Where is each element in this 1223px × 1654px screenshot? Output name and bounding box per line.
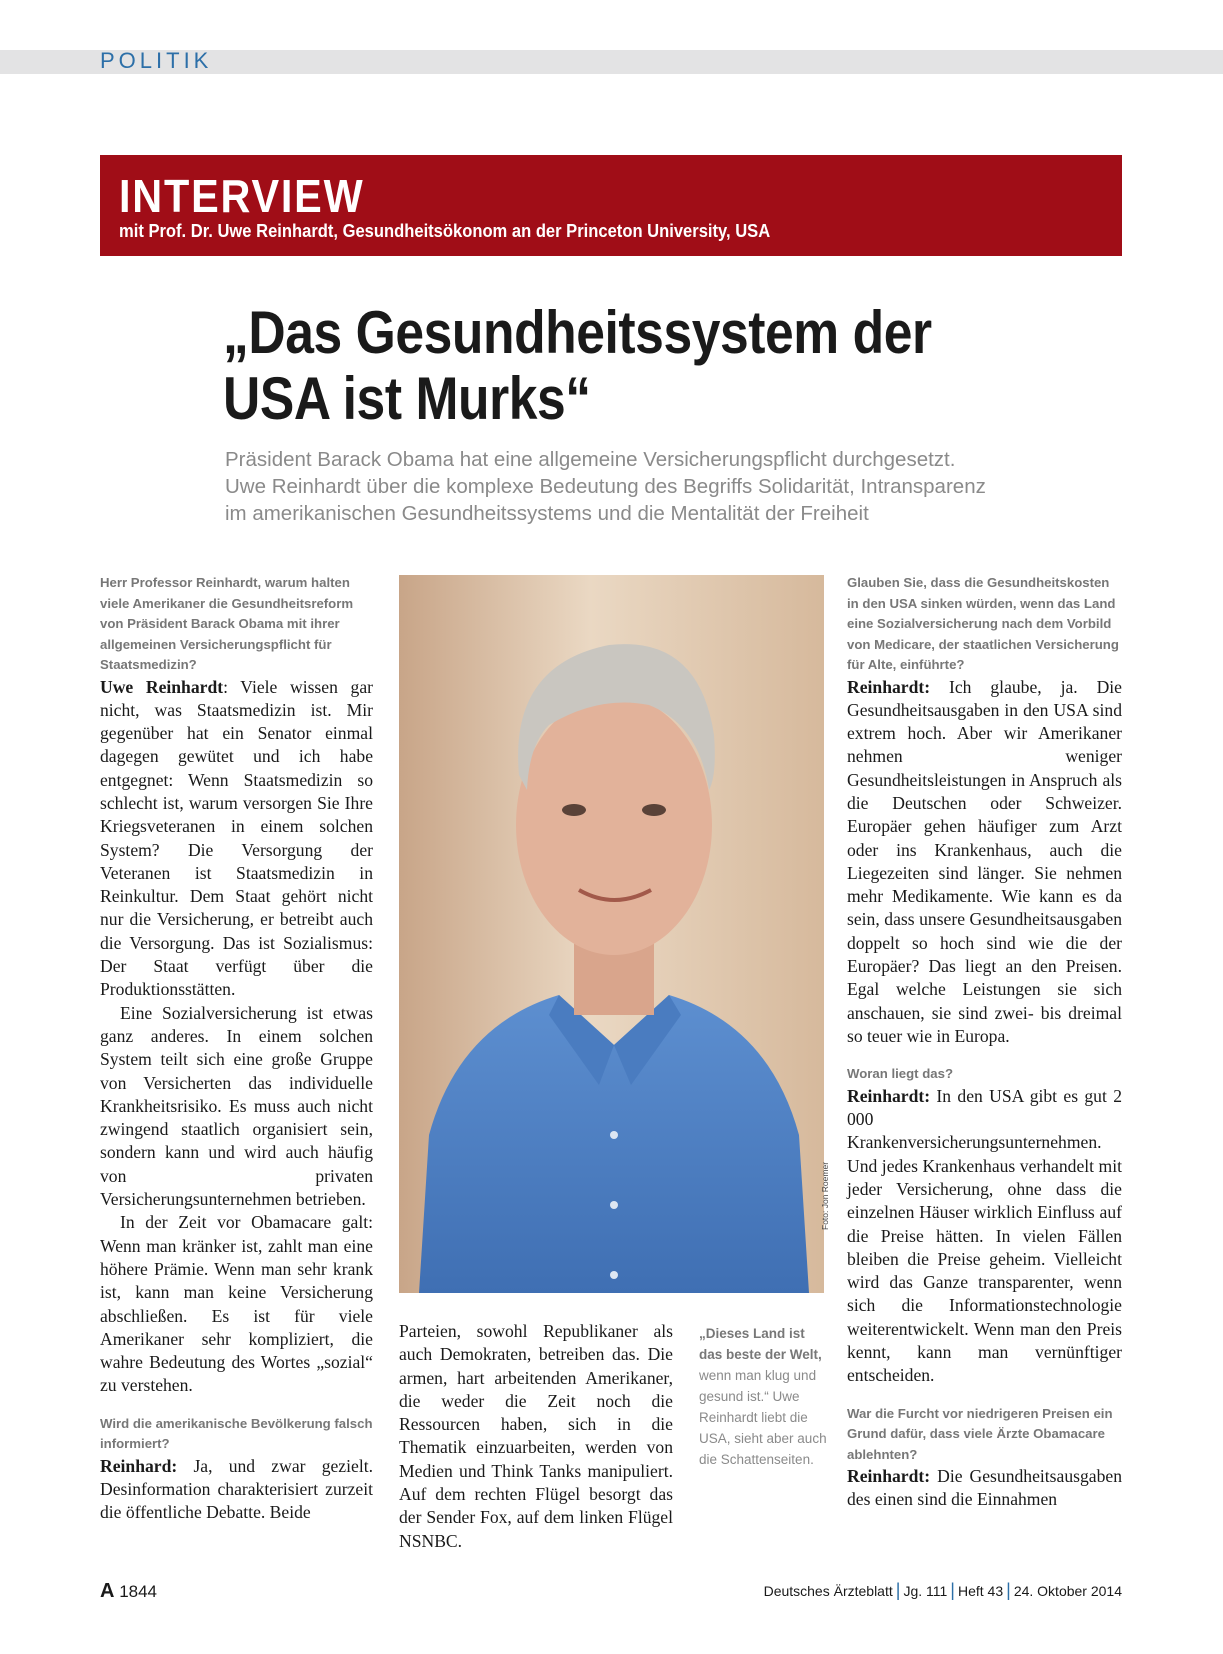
speaker-name: Reinhard: [100,1455,178,1476]
photo-caption [699,1323,829,1470]
issue: Heft 43 [957,1583,1004,1599]
article-headline [223,300,997,432]
speaker-name: Reinhardt: [847,1085,931,1106]
publication-info [764,1580,1122,1601]
interview-question: Glauben Sie, dass die Gesundheitskosten in den USA sinken würden, wenn das Land eine Sozialversicherung nach dem Vorbild von Medicare, der staatlichen Versicherung für Alte, einführte? [847,575,1119,672]
separator: | [950,1580,955,1600]
speaker-name: Uwe Reinhardt [100,676,224,697]
page-number [100,1580,157,1603]
interview-question: Herr Professor Reinhardt, warum halten viele Amerikaner die Gesundheitsreform von Präsident Barack Obama mit ihrer allgemeinen Versicherungspflicht für Staatsmedizin? [100,575,354,672]
interview-question: Woran liegt das? [847,1066,954,1082]
portrait-illustration [399,575,824,1293]
answer-text: Ja, und zwar gezielt. Desinformation charakterisiert zurzeit die öffentliche Debatte. Beide [100,1455,373,1523]
interview-question: War die Furcht vor niedrigeren Preisen ein Grund dafür, dass viele Ärzte Obamacare ablehnten? [847,1405,1113,1462]
answer-text: Ich glaube, ja. Die Gesundheitsausgaben in den USA sind extrem hoch. Aber wir Amerikaner nehmen weniger Gesundheitsleistungen in Anspruch als die Deutschen oder Schweizer. Europäer gehen häufiger zum Arzt oder ins Krankenhaus, auch die Liegezeiten sind länger. Sie nehmen mehr Medikamente. Wie kann es da sein, dass unsere Gesundheitsausgaben doppelt so hoch sind wie die der Europäer? Das liegt an den Preisen. Egal welche Leistungen sie sich anschauen, sie sind zwei- bis dreimal so teuer wie in Europa. [847,676,1122,1046]
photo-credit: Foto: Jon Roemer [820,1161,830,1230]
interview-answer [100,676,373,1002]
interview-banner [100,155,1122,256]
interview-answer [100,1455,373,1525]
article-lead [225,446,1125,527]
answer-text: : Viele wissen gar nicht, was Staatsmedizin ist. Mir gegenüber hat ein Senator einmal dagegen gewütet und ich habe entgegnet: Wenn Staatsmedizin so schlecht ist, warum versorgen Sie Ihre Kriegsveteranen in einem solchen System? Die Versorgung der Veteranen ist Staatsmedizin in Reinkultur. Dem Staat gehört nicht nur die Versicherung, er betreibt auch die Versorgung. Das ist Sozialismus: Der Staat verfügt über die Produktionsstätten. [100,676,373,1000]
lead-line: Uwe Reinhardt über die komplexe Bedeutung des Begriffs Solidarität, Intransparenz [225,475,986,498]
article-column-2 [399,1320,673,1553]
headline-line: „Das Gesundheitssystem der [223,299,932,366]
banner-kicker: INTERVIEW [119,170,365,222]
issue-date: 24. Oktober 2014 [1013,1583,1122,1599]
caption-text: wenn man klug und gesund ist.“ Uwe Reinhardt liebt die USA, sieht aber auch die Schattenseiten. [699,1368,827,1467]
headline-line: USA ist Murks“ [223,365,591,432]
answer-paragraph: Parteien, sowohl Republikaner als auch Demokraten, betreiben das. Die armen, hart arbeitenden Amerikaner, die weder die Zeit noch die Ressourcen haben, sich in die Thematik einzuarbeiten, werden von Medien und Think Tanks manipuliert. Auf dem rechten Flügel besorgt das der Sender Fox, auf dem linken Flügel NSNBC. [399,1321,673,1551]
portrait-photo [399,575,824,1293]
interview-answer [847,1085,1122,1388]
banner-subtitle: mit Prof. Dr. Uwe Reinhardt, Gesundheitsökonom an der Princeton University, USA [119,221,771,241]
separator: | [895,1580,901,1600]
speaker-name: Reinhardt: [847,1466,931,1487]
answer-paragraph: Eine Sozialversicherung ist etwas ganz anderes. In einem solchen System teilt sich eine große Gruppe von Versicherten das individuelle Krankheitsrisiko. Es muss auch nicht zwingend staatlich organisiert sein, sondern kann und wird auch häufig von privaten Versicherungsunternehmen betrieben. [100,1002,373,1210]
caption-quote: „Dieses Land ist das beste der Welt, [699,1326,822,1362]
section-label: POLITIK [100,48,213,73]
lead-line: im amerikanischen Gesundheitssystems und die Mentalität der Freiheit [225,502,869,525]
interview-question: Wird die amerikanische Bevölkerung falsch informiert? [100,1415,373,1452]
answer-paragraph: In der Zeit vor Obamacare galt: Wenn man kränker ist, zahlt man eine höhere Prämie. Wenn man sehr krank ist, kann man keine Versicherung abschließen. Es ist für viele Amerikaner sehr kompliziert, die wahre Bedeutung des Wortes „sozial“ zu verstehen. [100,1212,373,1396]
publication-name: Deutsches Ärzteblatt [763,1583,893,1599]
lead-line: Präsident Barack Obama hat eine allgemeine Versicherungspflicht durchgesetzt. [225,448,956,471]
speaker-name: Reinhardt: [847,676,931,697]
page-prefix: A [100,1580,115,1602]
answer-text: Die Gesundheitsausgaben des einen sind die Einnahmen [847,1466,1122,1510]
volume: Jg. 111 [903,1583,948,1599]
answer-text: In den USA gibt es gut 2 000 Krankenversicherungsunternehmen. Und jedes Krankenhaus verhandelt mit jeder Versicherung, ohne dass die einzelnen Häuser wirklich Einfluss auf die Preise hätten. In vielen Fällen bleiben die Preise geheim. Vielleicht wird das Ganze transparenter, wenn sich die Informationstechnologie weiterentwickelt. Wenn man den Preis kennt, kann man vernünftiger entscheiden. [847,1085,1122,1386]
separator: | [1006,1580,1011,1600]
interview-answer [847,1465,1122,1512]
article-column-1 [100,573,373,1525]
article-column-3 [847,573,1122,1512]
interview-answer [847,676,1122,1049]
page-number-value: 1844 [119,1582,158,1601]
